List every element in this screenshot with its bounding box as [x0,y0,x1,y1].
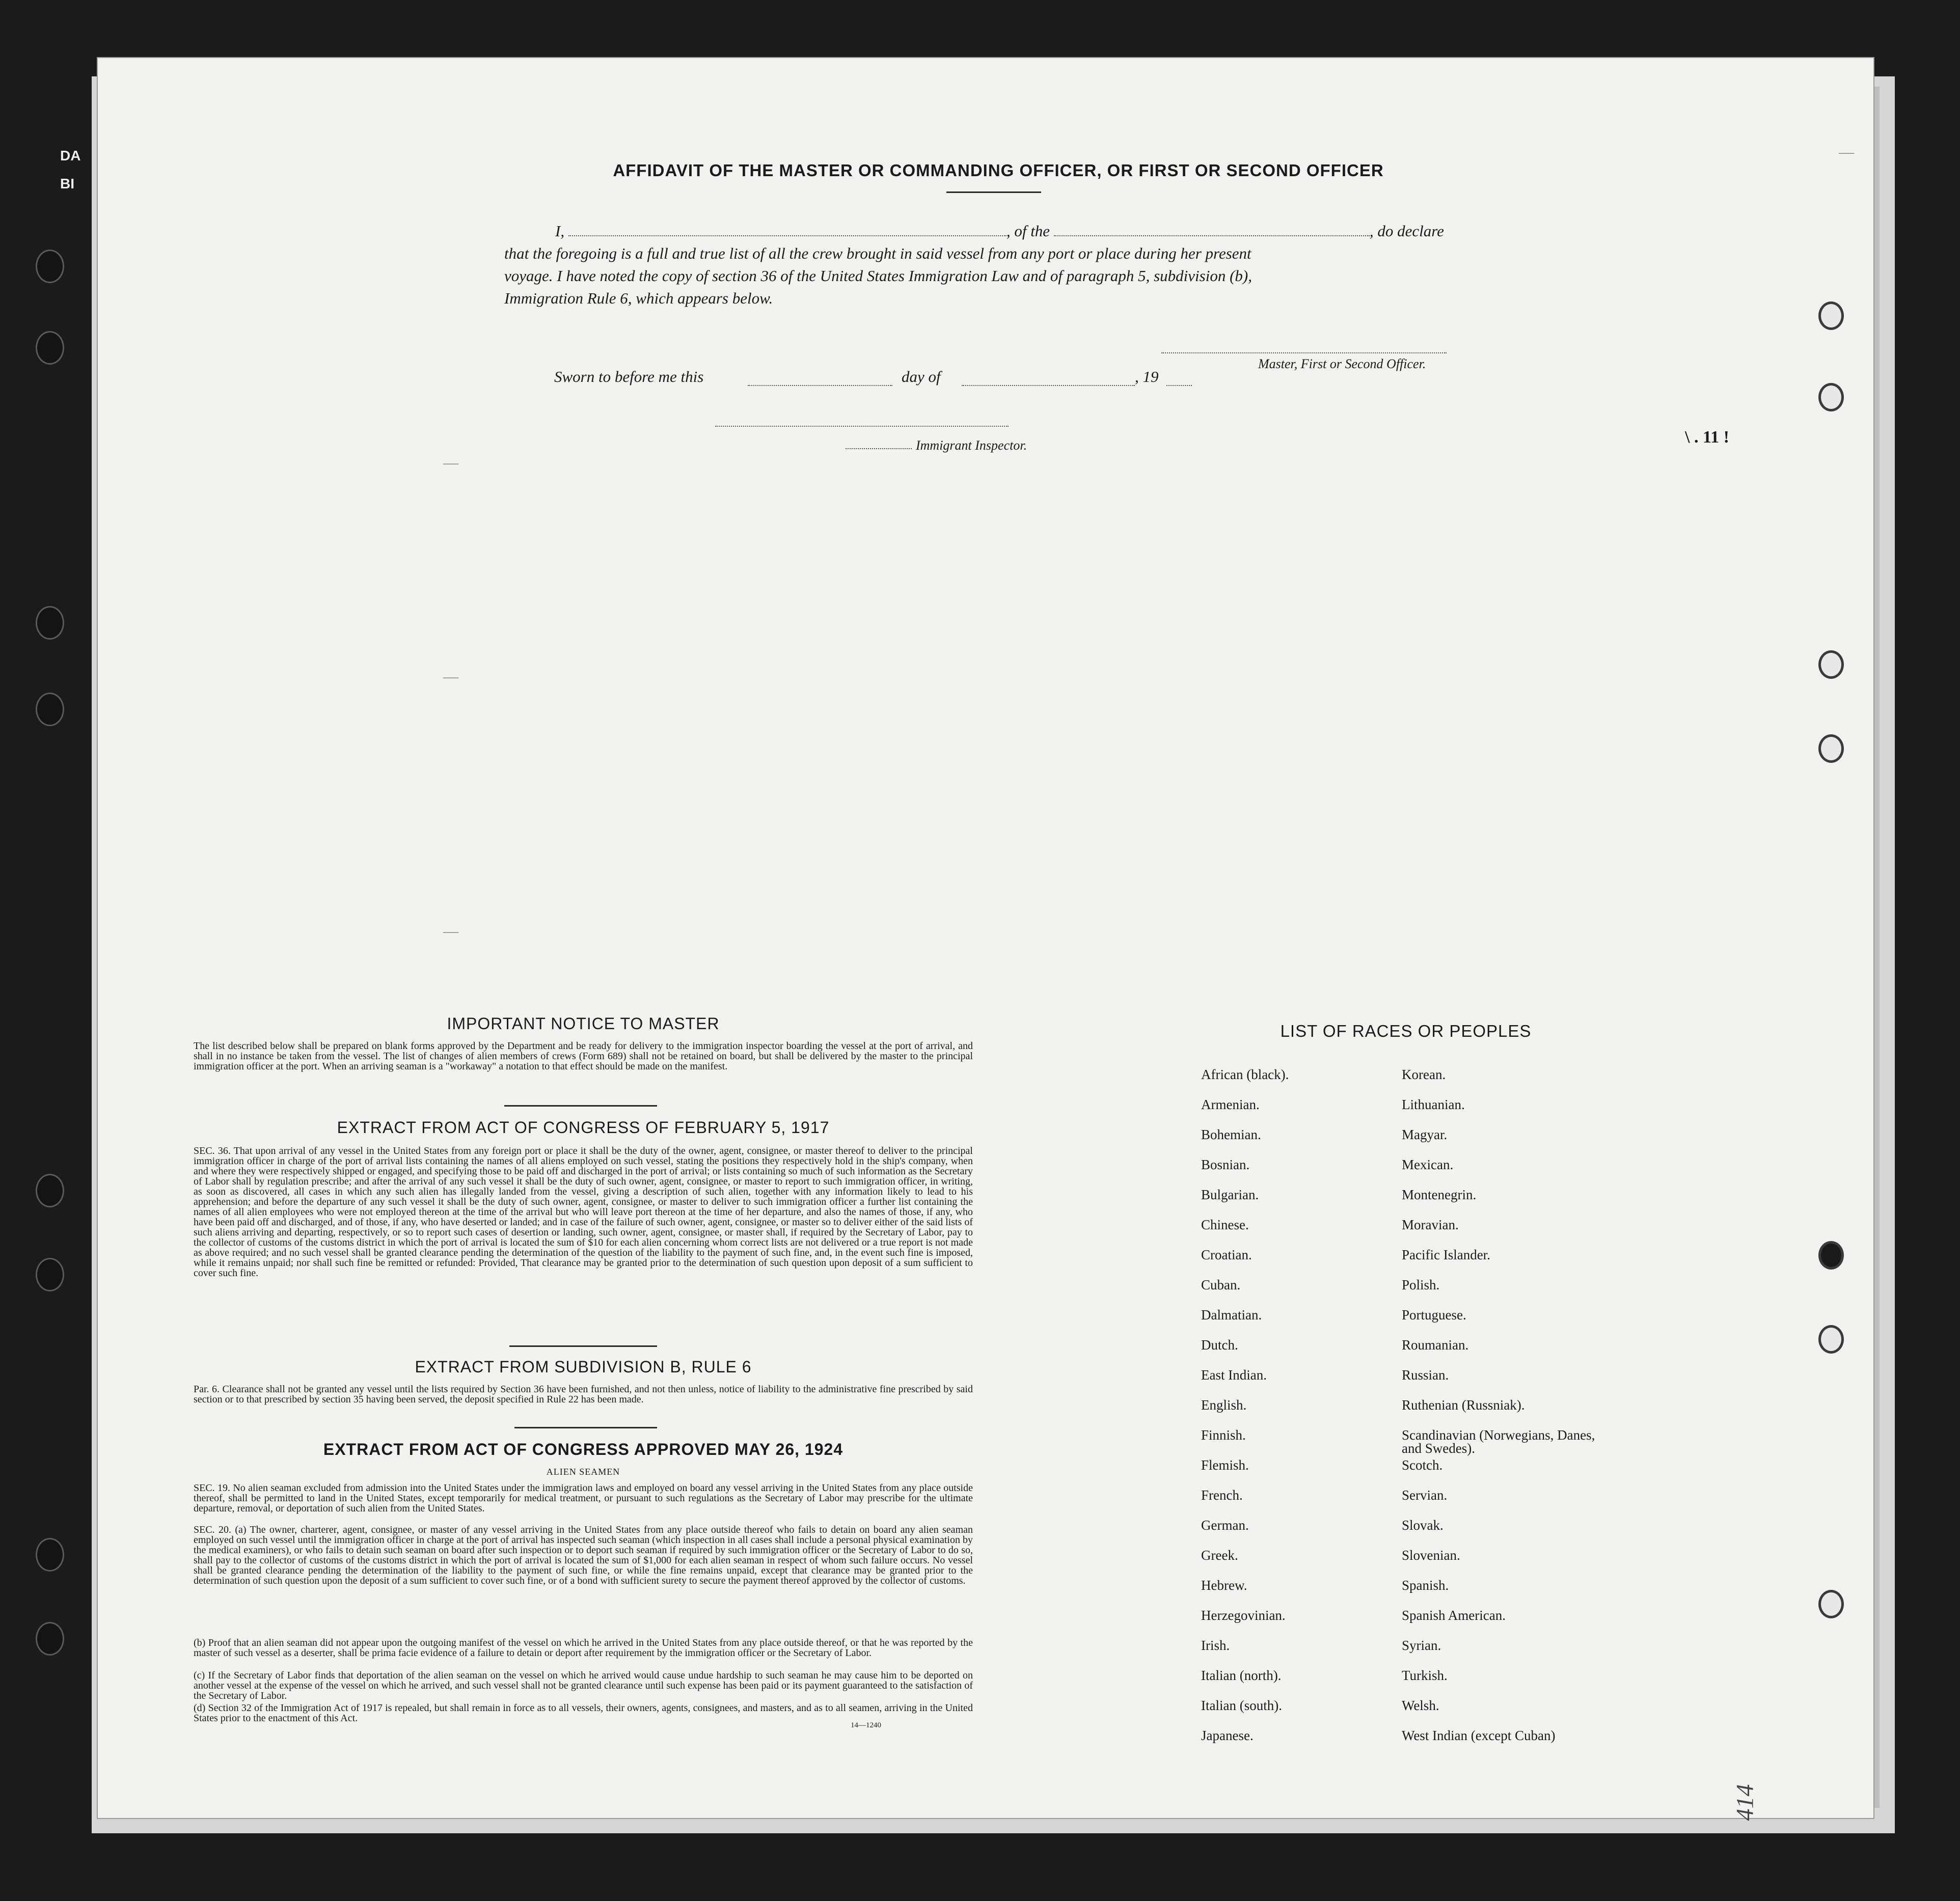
extract-1917-body: SEC. 36. That upon arrival of any vessel in the United States from any foreign port or place it shall be the duty of the owner, agent, consignee, or master thereof to deliver to the principal immigration officer in charge of the port of arrival lists containing the names of all aliens employed on such vessel, stating the positions they respectively hold in the ship's company, when and where they were respectively shipped or engaged, and specifying those to be paid off and discharged in the port of arrival; or lists containing so much of such information as the Secretary of Labor shall by regulation prescribe; and after the arrival of any such vessel it shall be the duty of such owner, agent, consignee, or master to report to such immigration officer, in writing, as soon as discovered, all cases in which any such alien has illegally landed from the vessel, giving a description of such alien, together with any information likely to lead to his apprehension; and before the departure of any such vessel it shall be the duty of such owner, agent, consignee, or master to deliver to such immigration officer a further list containing the names of all alien employees who were not employed thereon at the time of the arrival but who will leave port thereon at the time of her departure, and also the names of those, if any, who have been paid off and discharged, and of those, if any, who have deserted or landed; and in case of the failure of such owner, agent, consignee, or master so to deliver either of the said lists of such aliens arriving and departing, respectively, or so to report such cases of desertion or landing, such owner, agent, consignee, or master shall, if required by the Secretary of Labor, pay to the collector of customs of the customs district in which the port of arrival is located the sum of $10 for each alien concerning whom correct lists are not delivered or a true report is not made as above required; and no such vessel shall be granted clearance pending the determination of the question of the liability to the payment of such fine, and, in the event such fine is imposed, while it remains unpaid; nor shall such fine be remitted or refunded: Provided, That clearance may be granted prior to the determination of such question upon deposit of a sum sufficient to cover such fine. [194,1145,973,1279]
race-item: Dalmatian. [1201,1307,1262,1323]
races-title: LIST OF RACES OR PEOPLES [1280,1022,1532,1040]
notice-title: IMPORTANT NOTICE TO MASTER [447,1014,720,1033]
margin-mark: — [443,923,458,940]
decl-line-3: voyage. I have noted the copy of section 36 of the United States Immigration Law and of paragraph 5, subdivision (b), [504,267,1252,285]
affidavit-title: AFFIDAVIT OF THE MASTER OR COMMANDING OFFICER, OR FIRST OR SECOND OFFICER [613,161,1384,180]
form-number: 14—1240 [851,1721,881,1729]
section-rule [514,1427,657,1428]
race-item: Scandinavian (Norwegians, Danes, and Swedes). [1402,1427,1595,1456]
race-item: Magyar. [1402,1127,1448,1142]
sworn-month-blank[interactable] [962,385,1135,386]
race-item: Irish. [1201,1638,1230,1653]
handwritten-number: 414 [1731,1784,1759,1821]
race-item: Syrian. [1402,1638,1441,1653]
race-item: Welsh. [1402,1698,1439,1713]
race-item: Dutch. [1201,1337,1238,1353]
signature-line[interactable] [1161,352,1447,353]
punch-hole-icon [1818,734,1844,763]
form-sheet [97,57,1874,1819]
margin-handwritten-mark: \ . 11 ! [1685,428,1729,447]
inspector-signature-line[interactable] [715,426,1009,427]
race-item: Slovenian. [1402,1548,1460,1563]
race-item: Slovak. [1402,1518,1444,1533]
subdivision-body: Par. 6. Clearance shall not be granted any vessel until the lists required by Section 36 have been furnished, and not then unless, notice of liability to the administrative fine prescribed by said section or to that prescribed by section 35 having been served, the deposit specified in Rule 22 has been made. [194,1384,973,1405]
inspector-leader [846,448,912,449]
decl-line-4: Immigration Rule 6, which appears below. [504,289,773,307]
race-item: Lithuanian. [1402,1097,1465,1112]
race-item: Mexican. [1402,1157,1454,1172]
race-item: Bulgarian. [1201,1187,1259,1202]
vessel-name-blank[interactable] [1054,223,1370,236]
decl-of-the: , of the [1006,222,1050,240]
extract-1924-sec20c: (c) If the Secretary of Labor finds that deportation of the alien seaman on the vessel on which he arrived would cause undue hardship to such seaman he may cause him to be deported on another vessel at the expense of the vessel on which he arrived, and such vessel shall not be granted clearance until such expense has been paid or its payment guaranteed to the satisfaction of the Secretary of Labor. [194,1670,973,1701]
extract-1924-sec19: SEC. 19. No alien seaman excluded from admission into the United States under the immigration laws and employed on board any vessel arriving in the United States from any place outside thereof, shall be permitted to land in the United States, except temporarily for medical treatment, or pursuant to such regulations as the Secretary of Labor may prescribe for the ultimate departure, removal, or deportation of such alien from the United States. [194,1482,973,1514]
decl-line-2: that the foregoing is a full and true list of all the crew brought in said vessel from any port or place during her present [504,244,1251,262]
race-item: Bohemian. [1201,1127,1261,1142]
extract-1924-title: EXTRACT FROM ACT OF CONGRESS APPROVED MAY 26, 1924 [323,1440,843,1458]
extract-1924-subtitle: ALIEN SEAMEN [546,1467,620,1477]
inspector-caption: Immigrant Inspector. [916,438,1027,453]
binding-hole-icon [36,250,64,283]
race-item: Italian (south). [1201,1698,1282,1713]
race-item: Spanish. [1402,1578,1449,1593]
race-item: Ruthenian (Russniak). [1402,1397,1525,1413]
title-rule [946,191,1041,193]
punch-hole-icon [1818,1590,1844,1618]
race-item: Hebrew. [1201,1578,1247,1593]
race-item: Montenegrin. [1402,1187,1477,1202]
section-rule [504,1105,657,1107]
sworn-day-blank[interactable] [748,385,892,386]
race-item: African (black). [1201,1067,1289,1082]
race-item: Japanese. [1201,1728,1254,1743]
race-item: Chinese. [1201,1217,1249,1232]
decl-i: I, [555,222,565,240]
race-item: Servian. [1402,1487,1448,1503]
sworn-label: Sworn to before me this [554,368,704,385]
race-item: Spanish American. [1402,1608,1506,1623]
margin-mark: — [443,668,458,685]
race-item: Polish. [1402,1277,1440,1292]
races-right-column [1402,1068,1616,1759]
punch-hole-icon [1818,1241,1844,1270]
decl-do-declare: , do declare [1369,222,1444,240]
notice-body: The list described below shall be prepared on blank forms approved by the Department and be ready for delivery to the immigration inspector boarding the vessel at the port of arrival, and shall in no instance be taken from the vessel. The list of changes of alien members of crews (Form 689) shall not be retained on board, but shall be delivered by the master to the principal immigration officer at the port. When an arriving seaman is a "workaway" a notation to that effect should be made on the manifest. [194,1040,973,1072]
race-item: Turkish. [1402,1668,1448,1683]
race-item: Portuguese. [1402,1307,1466,1323]
stub-text-2: BI [60,176,74,191]
binding-hole-icon [36,693,64,726]
signature-caption: Master, First or Second Officer. [1258,356,1426,371]
race-item: Scotch. [1402,1457,1443,1473]
punch-hole-icon [1818,650,1844,679]
extract-1924-sec20a: SEC. 20. (a) The owner, charterer, agent, consignee, or master of any vessel arriving in the United States from any place outside thereof who fails to detain on board any alien seaman employed on such vessel until the immigration officer in charge at the port of arrival has inspected such seaman (which inspection in all cases shall include a personal physical examination by the medical examiners), or who fails to detain such seaman on board after such inspection or to deport such seaman if required by such immigration officer or the Secretary of Labor to do so, shall pay to the collector of customs of the customs district in which the port of arrival is located the sum of $1,000 for each alien seaman in respect of whom such failure occurs. No vessel shall be granted clearance pending the determination of the liability to the payment of such fine, or while the fine remains unpaid, except that clearance may be granted prior to the determination of such question upon the deposit of a sum sufficient to cover such fine, or of a bond with sufficient surety to secure the payment thereof approved by the collector of customs. [194,1524,973,1586]
race-item: Roumanian. [1402,1337,1469,1353]
day-of-label: day of [902,368,941,385]
year-label: , 19 [1135,368,1159,385]
race-item: Cuban. [1201,1277,1241,1292]
binding-hole-icon [36,1174,64,1207]
extract-1924-sec20d: (d) Section 32 of the Immigration Act of 1917 is repealed, but shall remain in force as to all vessels, their owners, agents, consignees, and masters, and as to all seamen, arriving in the United States prior to the enactment of this Act. [194,1702,973,1724]
race-item: East Indian. [1201,1367,1267,1383]
race-item: Finnish. [1201,1427,1246,1443]
races-left-column [1201,1068,1415,1759]
race-item: Moravian. [1402,1217,1459,1232]
margin-mark: — [1839,144,1854,160]
binding-hole-icon [36,1538,64,1572]
race-item: French. [1201,1487,1243,1503]
sworn-year-blank[interactable] [1166,385,1192,386]
officer-name-blank[interactable] [568,223,1006,236]
race-item: Korean. [1402,1067,1446,1082]
binding-hole-icon [36,331,64,365]
race-item: Croatian. [1201,1247,1252,1262]
binding-hole-icon [36,1258,64,1291]
race-item: German. [1201,1518,1249,1533]
race-item: Greek. [1201,1548,1238,1563]
punch-hole-icon [1818,383,1844,411]
race-item: West Indian (except Cuban) [1402,1728,1556,1743]
punch-hole-icon [1818,1325,1844,1354]
margin-mark: — [443,454,458,471]
binding-hole-icon [36,606,64,640]
stub-text-1: DA [60,148,81,163]
race-item: Herzegovinian. [1201,1608,1286,1623]
section-rule [509,1345,657,1347]
race-item: Pacific Islander. [1402,1247,1490,1262]
extract-1917-title: EXTRACT FROM ACT OF CONGRESS OF FEBRUARY 5, 1917 [337,1118,830,1137]
race-item: English. [1201,1397,1247,1413]
race-item: Italian (north). [1201,1668,1282,1683]
punch-hole-icon [1818,301,1844,330]
race-item: Flemish. [1201,1457,1249,1473]
race-item: Bosnian. [1201,1157,1250,1172]
race-item: Armenian. [1201,1097,1260,1112]
race-item: Russian. [1402,1367,1449,1383]
subdivision-title: EXTRACT FROM SUBDIVISION B, RULE 6 [415,1358,752,1376]
declaration-text [504,220,1487,310]
binding-hole-icon [36,1622,64,1656]
extract-1924-sec20b: (b) Proof that an alien seaman did not appear upon the outgoing manifest of the vessel on which he arrived in the United States from any place outside thereof, or that he was reported by the master of such vessel as a deserter, shall be prima facie evidence of a failure to detain or deport after requirement by the immigration officer or the Secretary of Labor. [194,1637,973,1659]
